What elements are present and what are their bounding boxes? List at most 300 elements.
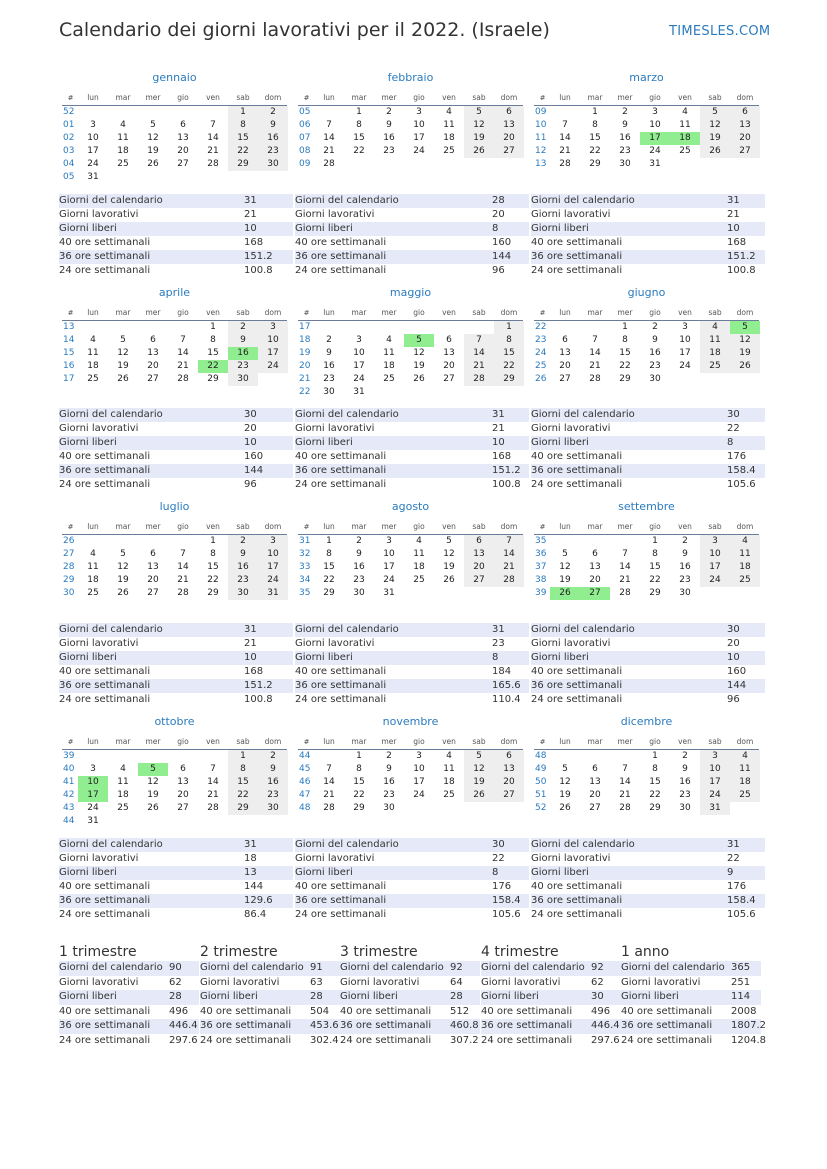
- day-cell: [108, 815, 138, 828]
- quarter-row: [59, 961, 199, 976]
- week-number: 41: [63, 777, 75, 787]
- weekday-header-cell: mer: [145, 522, 161, 531]
- stat-label: Giorni del calendario: [59, 409, 163, 420]
- day-cell: 28: [323, 159, 335, 169]
- stat-label: Giorni liberi: [531, 652, 589, 663]
- stat-label: 36 ore settimanali: [531, 680, 623, 691]
- day-cell: 10: [649, 120, 661, 130]
- day-cell: [700, 158, 730, 171]
- week-row: [62, 132, 287, 145]
- weekday-header: [534, 91, 759, 106]
- day-cell: [494, 802, 524, 815]
- weekday-header-cell: lun: [87, 308, 99, 317]
- day-cell: 10: [700, 763, 730, 776]
- week-number: 27: [63, 549, 75, 559]
- day-cell: [550, 750, 580, 763]
- day-cell: 7: [622, 764, 628, 774]
- quarter-row: [481, 1034, 621, 1049]
- stat-label: 24 ore settimanali: [295, 265, 387, 276]
- week-number: 48: [299, 803, 311, 813]
- stat-label: 40 ore settimanali: [295, 881, 387, 892]
- day-cell: 14: [177, 562, 189, 572]
- week-number: 03: [63, 146, 75, 156]
- stat-label: Giorni lavorativi: [531, 209, 611, 220]
- weekday-header-cell: #: [539, 309, 546, 317]
- stat-value: 176: [492, 881, 512, 892]
- weekday-header-cell: #: [303, 309, 310, 317]
- day-cell: 8: [356, 764, 362, 774]
- day-cell: 14: [323, 133, 335, 143]
- day-cell: 30: [228, 587, 258, 600]
- day-cell: 19: [559, 575, 571, 585]
- weekday-header-cell: mer: [381, 522, 397, 531]
- day-cell: 3: [652, 107, 658, 117]
- day-cell: 5: [700, 106, 730, 119]
- month-stats: [59, 623, 293, 707]
- stat-row: [59, 637, 293, 651]
- day-cell: 25: [730, 789, 760, 802]
- week-number: 44: [299, 751, 311, 761]
- day-cell: 17: [679, 348, 691, 358]
- week-number: 52: [535, 803, 547, 813]
- day-cell: [108, 750, 138, 763]
- week-row: [298, 106, 523, 119]
- day-cell: 16: [383, 777, 395, 787]
- day-cell: 23: [679, 575, 691, 585]
- week-row: [62, 145, 287, 158]
- page-title: Calendario dei giorni lavorativi per il 2022. (Israele): [59, 19, 550, 41]
- day-cell: 2: [386, 107, 392, 117]
- week-row: [298, 145, 523, 158]
- day-cell: 29: [649, 803, 661, 813]
- day-cell: 28: [323, 803, 335, 813]
- day-cell: [730, 802, 760, 815]
- day-cell: 12: [559, 562, 571, 572]
- day-cell: 9: [682, 764, 688, 774]
- stat-row: [531, 408, 765, 422]
- stat-value: 20: [727, 638, 740, 649]
- stat-label: Giorni lavorativi: [295, 638, 375, 649]
- day-cell: 15: [589, 133, 601, 143]
- day-cell: 11: [383, 348, 395, 358]
- day-cell: 20: [494, 776, 524, 789]
- day-cell: 6: [592, 549, 598, 559]
- week-row: [534, 373, 759, 386]
- day-cell: [434, 587, 464, 600]
- day-cell: 14: [207, 133, 219, 143]
- stat-label: Giorni lavorativi: [59, 853, 139, 864]
- day-cell: 7: [210, 120, 216, 130]
- week-row: [298, 347, 523, 360]
- day-cell: 2: [228, 321, 258, 334]
- stat-row: [531, 838, 765, 852]
- day-cell: 29: [353, 803, 365, 813]
- day-cell: 3: [416, 107, 422, 117]
- day-cell: 24: [258, 360, 288, 373]
- week-row: [534, 763, 759, 776]
- quarter-value: 30: [591, 991, 604, 1002]
- weekday-header-cell: lun: [323, 737, 335, 746]
- month-maggio: [298, 286, 523, 399]
- month-aprile: [62, 286, 287, 386]
- stat-value: 30: [727, 409, 740, 420]
- quarter-label: Giorni lavorativi: [59, 976, 139, 988]
- week-number: 21: [299, 374, 311, 384]
- stat-value: 158.4: [492, 895, 521, 906]
- day-cell: 7: [210, 764, 216, 774]
- week-number: 48: [535, 751, 547, 761]
- day-cell: 19: [413, 361, 425, 371]
- quarter-row: [200, 990, 340, 1005]
- quarter-title: 3 trimestre: [340, 944, 418, 960]
- day-cell: 21: [177, 575, 189, 585]
- stat-label: 24 ore settimanali: [59, 479, 151, 490]
- day-cell: 24: [700, 574, 730, 587]
- weekday-header-cell: gio: [413, 522, 425, 531]
- day-cell: 5: [120, 549, 126, 559]
- day-cell: 12: [700, 119, 730, 132]
- weekday-header-cell: dom: [500, 522, 518, 531]
- day-cell: 15: [228, 132, 258, 145]
- quarter-row: [200, 976, 340, 991]
- weekday-header-cell: ven: [206, 308, 220, 317]
- stat-value: 8: [492, 223, 499, 234]
- stat-row: [531, 908, 765, 922]
- day-cell: 10: [679, 335, 691, 345]
- stat-value: 21: [244, 209, 257, 220]
- stat-label: Giorni lavorativi: [295, 209, 375, 220]
- day-cell: 5: [562, 549, 568, 559]
- day-cell: 1: [210, 536, 216, 546]
- day-cell: 29: [649, 588, 661, 598]
- stat-value: 176: [727, 451, 747, 462]
- day-cell: [404, 386, 434, 399]
- weekday-header: [534, 306, 759, 321]
- stat-row: [531, 880, 765, 894]
- day-cell: [464, 802, 494, 815]
- weekday-header: [62, 91, 287, 106]
- weekday-header-cell: #: [303, 523, 310, 531]
- day-cell: 31: [649, 159, 661, 169]
- stat-label: 36 ore settimanali: [295, 251, 387, 262]
- day-cell: 12: [464, 763, 494, 776]
- stat-label: 40 ore settimanali: [295, 451, 387, 462]
- day-cell: 20: [177, 146, 189, 156]
- quarter-label: 24 ore settimanali: [621, 1034, 713, 1046]
- quarter-row: [340, 976, 480, 991]
- stat-label: Giorni del calendario: [531, 195, 635, 206]
- quarter-value: 512: [450, 1005, 470, 1017]
- stat-row: [59, 623, 293, 637]
- quarter-row: [59, 1019, 199, 1034]
- stat-row: [295, 908, 529, 922]
- quarter-row: [200, 1019, 340, 1034]
- weekday-header-cell: gio: [649, 522, 661, 531]
- day-cell: 21: [494, 561, 524, 574]
- day-cell: 12: [147, 133, 159, 143]
- day-cell: [464, 158, 494, 171]
- day-cell: 3: [386, 536, 392, 546]
- quarter-row: [621, 1034, 766, 1049]
- day-cell: 19: [730, 347, 760, 360]
- quarter-value: 62: [169, 976, 182, 988]
- day-cell: 24: [413, 790, 425, 800]
- stat-label: Giorni del calendario: [531, 839, 635, 850]
- day-cell: 20: [494, 132, 524, 145]
- day-cell: 31: [258, 587, 288, 600]
- week-number: 30: [63, 588, 75, 598]
- stat-value: 158.4: [727, 465, 756, 476]
- week-number: 28: [63, 562, 75, 572]
- day-cell: [108, 321, 138, 334]
- quarter-value: 28: [169, 991, 182, 1002]
- weekday-header-cell: ven: [442, 308, 456, 317]
- day-cell: 3: [700, 535, 730, 548]
- week-number: 15: [63, 348, 75, 358]
- stat-value: 100.8: [492, 479, 521, 490]
- day-cell: 2: [622, 107, 628, 117]
- day-cell: 31: [353, 387, 365, 397]
- quarter-label: 24 ore settimanali: [59, 1034, 151, 1046]
- stat-row: [531, 894, 765, 908]
- day-cell: 22: [228, 789, 258, 802]
- day-cell: [108, 106, 138, 119]
- week-number: 11: [535, 133, 547, 143]
- day-cell: [404, 802, 434, 815]
- stat-value: 31: [727, 195, 740, 206]
- quarter-label: Giorni liberi: [340, 991, 398, 1002]
- week-row: [62, 373, 287, 386]
- day-cell: 27: [559, 374, 571, 384]
- quarter-label: Giorni liberi: [621, 991, 679, 1002]
- day-cell: 11: [117, 777, 129, 787]
- weekday-header-cell: dom: [736, 93, 754, 102]
- quarter-row: [200, 961, 340, 976]
- day-cell: 1: [326, 536, 332, 546]
- day-cell: 14: [177, 348, 189, 358]
- day-cell: 14: [464, 347, 494, 360]
- day-cell: 3: [700, 750, 730, 763]
- month-name: maggio: [389, 286, 432, 299]
- day-cell: 7: [592, 335, 598, 345]
- day-cell: 8: [652, 549, 658, 559]
- day-cell: 17: [700, 561, 730, 574]
- day-cell: [108, 171, 138, 184]
- month-luglio: [62, 500, 287, 600]
- day-cell: 19: [117, 575, 129, 585]
- day-cell: 31: [87, 172, 99, 182]
- weekday-header-cell: #: [303, 738, 310, 746]
- stat-value: 160: [492, 237, 512, 248]
- stat-value: 30: [244, 409, 257, 420]
- day-cell: 8: [494, 334, 524, 347]
- week-row: [298, 119, 523, 132]
- day-cell: 10: [700, 548, 730, 561]
- weekday-header-cell: mer: [617, 522, 633, 531]
- weekday-header-cell: dom: [736, 522, 754, 531]
- week-row: [298, 789, 523, 802]
- day-cell: 16: [258, 776, 288, 789]
- stat-row: [531, 422, 765, 436]
- month-giugno: [534, 286, 759, 386]
- day-cell: [108, 535, 138, 548]
- stat-value: 144: [727, 680, 747, 691]
- week-number: 17: [63, 374, 75, 384]
- site-link[interactable]: TIMESLES.COM: [669, 24, 771, 39]
- day-cell: 26: [700, 145, 730, 158]
- stat-value: 100.8: [244, 694, 273, 705]
- stat-value: 144: [244, 881, 264, 892]
- weekday-header-cell: lun: [559, 308, 571, 317]
- stat-row: [295, 478, 529, 492]
- day-cell: 15: [207, 562, 219, 572]
- week-row: [534, 776, 759, 789]
- day-cell: 6: [592, 764, 598, 774]
- day-cell: 15: [228, 776, 258, 789]
- stat-label: 24 ore settimanali: [59, 909, 151, 920]
- stat-value: 8: [727, 437, 734, 448]
- day-cell: 18: [443, 133, 455, 143]
- week-number: 43: [63, 803, 75, 813]
- week-number: 16: [63, 361, 75, 371]
- stat-label: 40 ore settimanali: [295, 237, 387, 248]
- day-cell: 20: [589, 790, 601, 800]
- quarter-value: 64: [450, 976, 463, 988]
- week-row: [62, 789, 287, 802]
- day-cell: 15: [649, 562, 661, 572]
- stat-row: [59, 908, 293, 922]
- day-cell: 12: [443, 549, 455, 559]
- stat-value: 31: [727, 839, 740, 850]
- quarter-value: 453.6: [310, 1020, 339, 1031]
- day-cell: 17: [383, 562, 395, 572]
- stat-row: [531, 264, 765, 278]
- day-cell: 24: [649, 146, 661, 156]
- day-cell: 27: [177, 803, 189, 813]
- stat-label: 24 ore settimanali: [295, 909, 387, 920]
- day-cell: 25: [383, 374, 395, 384]
- day-cell: 10: [413, 764, 425, 774]
- day-cell: [314, 106, 344, 119]
- quarter-value: 2008: [731, 1005, 757, 1017]
- day-cell: 22: [228, 145, 258, 158]
- stat-label: Giorni liberi: [59, 652, 117, 663]
- day-cell: 11: [679, 120, 691, 130]
- day-cell: 1: [356, 751, 362, 761]
- stat-value: 20: [244, 423, 257, 434]
- week-number: 40: [63, 764, 75, 774]
- day-cell: 22: [649, 790, 661, 800]
- stat-row: [59, 866, 293, 880]
- week-number: 10: [535, 120, 547, 130]
- week-number: 46: [299, 777, 311, 787]
- weekday-header-cell: ven: [442, 522, 456, 531]
- day-cell: [464, 321, 494, 334]
- weekday-header-cell: ven: [678, 93, 692, 102]
- day-cell: 21: [323, 790, 335, 800]
- day-cell: 23: [228, 574, 258, 587]
- stat-label: Giorni liberi: [59, 867, 117, 878]
- day-cell: 18: [413, 562, 425, 572]
- weekday-header-cell: dom: [264, 308, 282, 317]
- weekday-header-cell: mer: [145, 737, 161, 746]
- day-cell: 4: [700, 321, 730, 334]
- quarter-value: 446.4: [591, 1020, 620, 1031]
- day-cell: 17: [78, 789, 108, 802]
- day-cell: [700, 587, 730, 600]
- weekday-header-cell: gio: [413, 93, 425, 102]
- week-number: 06: [299, 120, 311, 130]
- day-cell: [198, 750, 228, 763]
- day-cell: 22: [589, 146, 601, 156]
- week-row: [534, 360, 759, 373]
- day-cell: 27: [147, 374, 159, 384]
- weekday-header: [62, 520, 287, 535]
- day-cell: 5: [404, 334, 434, 347]
- day-cell: 18: [117, 790, 129, 800]
- week-row: [534, 158, 759, 171]
- month-dicembre: [534, 715, 759, 815]
- month-agosto: [298, 500, 523, 600]
- stat-value: 30: [727, 624, 740, 635]
- day-cell: [580, 321, 610, 334]
- week-row: [534, 347, 759, 360]
- day-cell: 21: [589, 361, 601, 371]
- day-cell: [434, 321, 464, 334]
- day-cell: 5: [464, 106, 494, 119]
- stat-value: 20: [492, 209, 505, 220]
- weekday-header: [62, 306, 287, 321]
- month-stats: [295, 408, 529, 492]
- day-cell: 16: [353, 562, 365, 572]
- day-cell: 2: [258, 750, 288, 763]
- stat-row: [295, 866, 529, 880]
- stat-row: [531, 637, 765, 651]
- day-cell: 16: [383, 133, 395, 143]
- day-cell: 21: [207, 790, 219, 800]
- day-cell: 2: [258, 106, 288, 119]
- stat-label: Giorni lavorativi: [295, 423, 375, 434]
- week-number: 42: [63, 790, 75, 800]
- day-cell: 27: [177, 159, 189, 169]
- week-row: [62, 158, 287, 171]
- day-cell: 9: [258, 119, 288, 132]
- stat-row: [295, 208, 529, 222]
- week-number: 49: [535, 764, 547, 774]
- stat-label: 36 ore settimanali: [59, 680, 151, 691]
- stat-label: Giorni lavorativi: [295, 853, 375, 864]
- day-cell: [138, 815, 168, 828]
- quarter-label: 40 ore settimanali: [481, 1005, 573, 1017]
- day-cell: 20: [147, 361, 159, 371]
- day-cell: 10: [87, 133, 99, 143]
- month-name: ottobre: [154, 715, 195, 728]
- stat-row: [531, 236, 765, 250]
- day-cell: 7: [464, 334, 494, 347]
- stat-row: [295, 236, 529, 250]
- stat-value: 168: [244, 666, 264, 677]
- day-cell: 5: [464, 750, 494, 763]
- quarter-label: 40 ore settimanali: [621, 1005, 713, 1017]
- month-name: gennaio: [152, 71, 197, 84]
- day-cell: [314, 321, 344, 334]
- stat-label: 24 ore settimanali: [531, 479, 623, 490]
- day-cell: 18: [730, 776, 760, 789]
- day-cell: 5: [120, 335, 126, 345]
- weekday-header-cell: gio: [649, 737, 661, 746]
- week-row: [62, 815, 287, 828]
- stat-value: 144: [492, 251, 512, 262]
